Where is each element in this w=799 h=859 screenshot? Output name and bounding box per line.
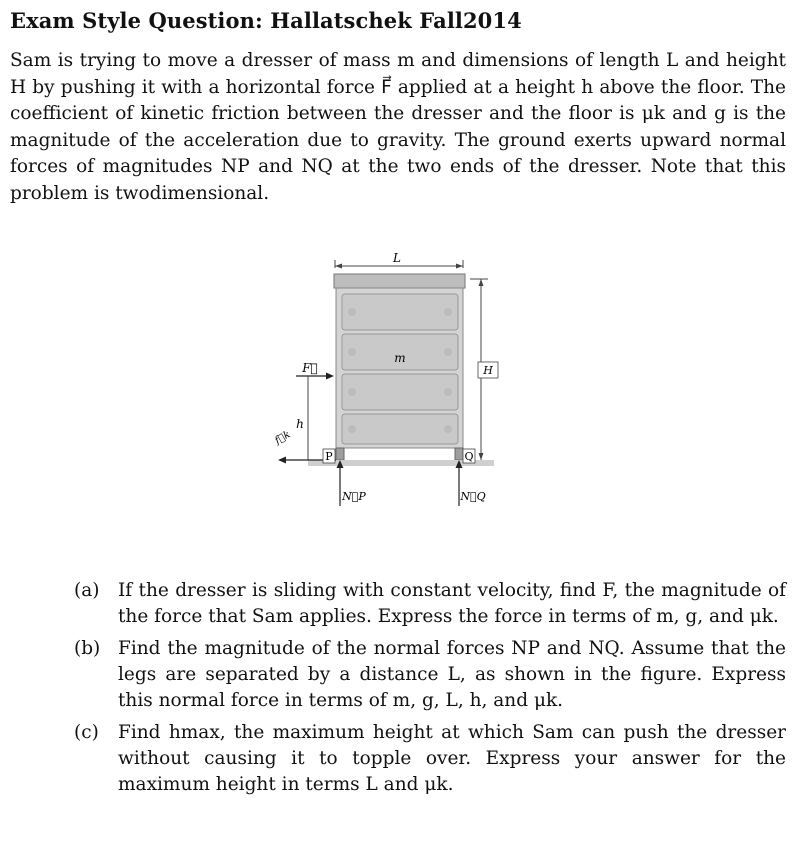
question-part-a [74, 578, 786, 630]
force-arrow [296, 361, 334, 380]
part-label: (a) [74, 580, 100, 601]
mass-label: m [394, 351, 406, 365]
drawer-1 [342, 294, 458, 330]
q-label: Q [464, 450, 474, 463]
h-label: h [296, 417, 304, 431]
nq-label: N⃗Q [460, 490, 486, 503]
height-dimension [470, 279, 498, 460]
problem-statement: Sam is trying to move a dresser of mass m and dimensions of length L and height H by pushing it with a horizontal force F⃗ applied at a height h above the floor. The coefficient of kinetic friction between the dresser and the floor is μk and g is the magnitude of the acceleration due to gravity. The ground exerts upward normal forces of magnitudes NP and NQ at the two ends of the dresser. Note that this problem is twodimensional. [10, 50, 786, 204]
dresser [334, 274, 465, 460]
p-label: P [325, 450, 333, 463]
question-part-b [74, 636, 786, 714]
part-text: Find hmax, the maximum height at which Sam can push the dresser without causing it to topple over. Express your answer for the maximum height in terms L and μk. [118, 722, 786, 795]
force-label: F⃗ [302, 361, 318, 375]
normal-force-p [337, 460, 367, 506]
dresser-figure [268, 248, 504, 518]
h-dimension [296, 376, 308, 460]
leg-q [455, 448, 463, 460]
question-parts [74, 578, 786, 804]
friction-label: f⃗k [273, 429, 293, 447]
question-part-c [74, 720, 786, 798]
np-label: N⃗P [342, 490, 366, 503]
height-label: H [483, 364, 493, 377]
drawer-3 [342, 374, 458, 410]
length-label: L [393, 251, 401, 265]
part-text: Find the magnitude of the normal forces NP and NQ. Assume that the legs are separated by a distance L, as shown in the figure. Express this normal force in terms of m, g, L, h, and μk. [118, 638, 786, 711]
leg-p [336, 448, 344, 460]
part-label: (b) [74, 638, 101, 659]
drawer-4 [342, 414, 458, 444]
normal-force-q [456, 460, 486, 506]
page-title: Exam Style Question: Hallatschek Fall2014 [10, 8, 522, 33]
part-label: (c) [74, 722, 99, 743]
part-text: If the dresser is sliding with constant velocity, find F, the magnitude of the force that Sam applies. Express the force in terms of m, g, and μk. [118, 580, 786, 627]
length-dimension [335, 251, 463, 269]
